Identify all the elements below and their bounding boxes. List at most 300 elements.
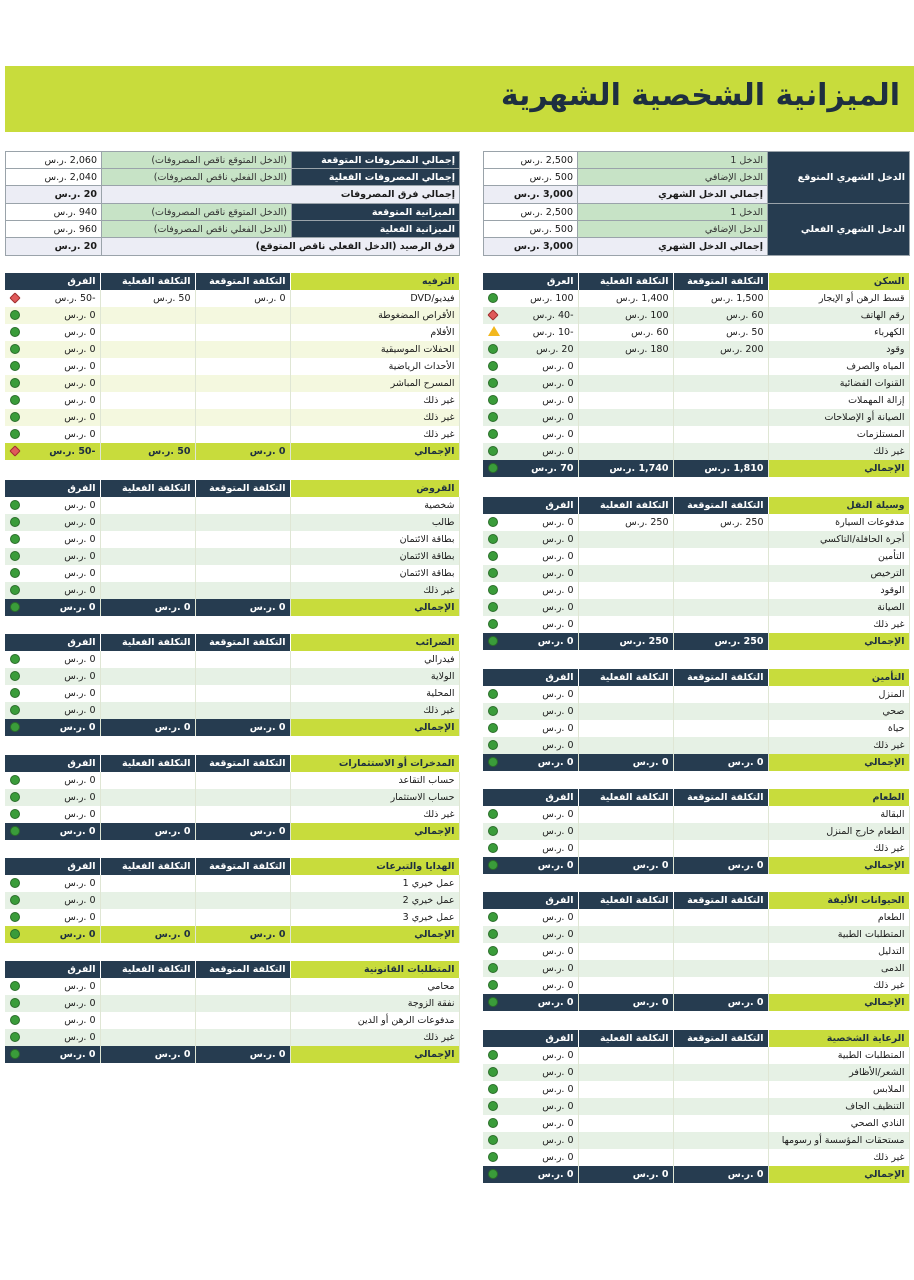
difference-cell xyxy=(483,1064,578,1081)
item-label: الوقود xyxy=(768,582,909,599)
projected-cost[interactable] xyxy=(673,1081,768,1098)
status-ok-icon xyxy=(488,723,498,733)
difference-cell xyxy=(483,531,578,548)
item-label: الأحداث الرياضية xyxy=(290,358,459,375)
actual-cost[interactable] xyxy=(578,426,673,443)
status-ok-icon xyxy=(488,1152,498,1162)
difference-cell xyxy=(5,772,100,789)
projected-cost[interactable] xyxy=(195,772,290,789)
status-ok-icon xyxy=(488,585,498,595)
actual-cost[interactable] xyxy=(578,703,673,720)
actual-cost[interactable] xyxy=(100,565,195,582)
actual-cost[interactable] xyxy=(578,392,673,409)
item-label: الولاية xyxy=(290,668,459,685)
difference-value: 0 .ر.س xyxy=(542,963,574,974)
col-actual-header: التكلفة الفعلية xyxy=(578,892,673,909)
total-row xyxy=(483,633,909,650)
table-row xyxy=(483,720,909,737)
actual-cost[interactable] xyxy=(100,307,195,324)
projected-cost[interactable] xyxy=(673,1149,768,1166)
projected-cost[interactable] xyxy=(673,392,768,409)
projected-cost[interactable] xyxy=(673,426,768,443)
col-projected-header: التكلفة المتوقعة xyxy=(673,1030,768,1047)
actual-cost[interactable]: 180 .ر.س xyxy=(578,341,673,358)
actual-cost[interactable] xyxy=(100,531,195,548)
projected-cost[interactable] xyxy=(195,651,290,668)
actual-cost[interactable] xyxy=(100,892,195,909)
projected-cost[interactable] xyxy=(195,358,290,375)
projected-cost[interactable] xyxy=(673,548,768,565)
balance-head: الميزانية المتوقعة xyxy=(292,204,460,221)
projected-cost[interactable] xyxy=(673,565,768,582)
actual-cost[interactable] xyxy=(100,995,195,1012)
actual-cost[interactable] xyxy=(578,686,673,703)
projected-cost[interactable] xyxy=(673,443,768,460)
col-projected-header: التكلفة المتوقعة xyxy=(195,634,290,651)
actual-cost[interactable]: 50 .ر.س xyxy=(100,290,195,307)
actual-cost[interactable] xyxy=(578,1047,673,1064)
item-label: الكهرباء xyxy=(768,324,909,341)
actual-cost[interactable] xyxy=(100,651,195,668)
actual-cost[interactable] xyxy=(578,531,673,548)
difference-value: 0 .ر.س xyxy=(542,929,574,940)
projected-cost[interactable] xyxy=(195,426,290,443)
status-ok-icon xyxy=(10,705,20,715)
projected-cost[interactable] xyxy=(673,531,768,548)
projected-cost[interactable] xyxy=(195,702,290,719)
projected-cost[interactable] xyxy=(673,409,768,426)
difference-value: 0 .ر.س xyxy=(542,980,574,991)
status-ok-icon xyxy=(10,775,20,785)
projected-cost[interactable] xyxy=(673,1098,768,1115)
status-ok-icon xyxy=(488,1084,498,1094)
table-row xyxy=(5,909,459,926)
item-label: فيدرالي xyxy=(290,651,459,668)
projected-cost[interactable] xyxy=(673,1115,768,1132)
total-difference-value: 0 .ر.س xyxy=(537,997,574,1008)
col-actual-header: التكلفة الفعلية xyxy=(578,273,673,290)
item-label: صحي xyxy=(768,703,909,720)
projected-cost[interactable] xyxy=(195,909,290,926)
projected-cost[interactable] xyxy=(673,840,768,857)
status-ok-icon xyxy=(488,809,498,819)
projected-cost[interactable] xyxy=(673,977,768,994)
actual-cost[interactable] xyxy=(100,1012,195,1029)
actual-cost[interactable] xyxy=(578,737,673,754)
status-ok-icon xyxy=(10,602,20,612)
actual-cost[interactable] xyxy=(100,978,195,995)
table-row xyxy=(483,341,909,358)
projected-cost[interactable] xyxy=(195,375,290,392)
status-ok-icon xyxy=(488,946,498,956)
actual-cost[interactable] xyxy=(578,443,673,460)
total-difference-value: -50 .ر.س xyxy=(49,446,96,457)
projected-cost[interactable]: 250 .ر.س xyxy=(673,514,768,531)
actual-cost[interactable]: 250 .ر.س xyxy=(578,514,673,531)
income-row-value[interactable]: 2,500 .ر.س xyxy=(484,204,578,221)
status-ok-icon xyxy=(488,1101,498,1111)
projected-cost[interactable] xyxy=(195,582,290,599)
table-row xyxy=(5,995,459,1012)
difference-value: 0 .ر.س xyxy=(542,619,574,630)
difference-value: 0 .ر.س xyxy=(542,826,574,837)
col-diff-header: الفرق xyxy=(5,480,100,497)
projected-cost[interactable] xyxy=(195,875,290,892)
col-diff-header: الفرق xyxy=(483,789,578,806)
projected-cost[interactable] xyxy=(195,409,290,426)
table-row xyxy=(5,1029,459,1046)
actual-income-label: الدخل الشهري الفعلي xyxy=(768,204,910,256)
total-label: الإجمالي xyxy=(768,994,909,1011)
difference-cell xyxy=(483,443,578,460)
actual-cost[interactable] xyxy=(100,426,195,443)
actual-cost[interactable] xyxy=(100,875,195,892)
projected-cost[interactable] xyxy=(195,497,290,514)
total-projected: 250 .ر.س xyxy=(673,633,768,650)
difference-cell xyxy=(483,943,578,960)
income-total-value: 3,000 .ر.س xyxy=(484,186,578,204)
difference-cell xyxy=(483,960,578,977)
actual-cost[interactable] xyxy=(100,409,195,426)
status-ok-icon xyxy=(488,757,498,767)
projected-cost[interactable] xyxy=(195,995,290,1012)
difference-value: 0 .ر.س xyxy=(64,912,96,923)
table-row xyxy=(483,1064,909,1081)
difference-cell xyxy=(5,324,100,341)
total-row xyxy=(483,460,909,477)
status-ok-icon xyxy=(10,500,20,510)
total-difference-value: 0 .ر.س xyxy=(537,1169,574,1180)
col-diff-header: الفرق xyxy=(483,892,578,909)
difference-cell xyxy=(5,702,100,719)
income-total-value: 3,000 .ر.س xyxy=(484,238,578,256)
category-table-food xyxy=(483,789,910,874)
actual-cost[interactable] xyxy=(578,409,673,426)
item-label: الطعام خارج المنزل xyxy=(768,823,909,840)
item-label: الطعام xyxy=(768,909,909,926)
income-row-value[interactable]: 500 .ر.س xyxy=(484,221,578,238)
status-ok-icon xyxy=(10,826,20,836)
total-actual: 1,740 .ر.س xyxy=(578,460,673,477)
projected-cost[interactable]: 60 .ر.س xyxy=(673,307,768,324)
projected-cost[interactable] xyxy=(673,1064,768,1081)
difference-value: 0 .ر.س xyxy=(64,878,96,889)
table-row xyxy=(483,703,909,720)
projected-cost[interactable] xyxy=(195,548,290,565)
col-diff-header: الفرق xyxy=(5,755,100,772)
col-projected-header: التكلفة المتوقعة xyxy=(673,497,768,514)
category-table-loans xyxy=(5,480,460,616)
projected-cost[interactable] xyxy=(195,307,290,324)
projected-cost[interactable] xyxy=(195,978,290,995)
difference-value: 0 .ر.س xyxy=(64,671,96,682)
table-row xyxy=(5,1012,459,1029)
status-ok-icon xyxy=(488,1050,498,1060)
table-row xyxy=(483,926,909,943)
projected-cost[interactable] xyxy=(673,686,768,703)
projected-cost[interactable] xyxy=(673,616,768,633)
item-label: محامي xyxy=(290,978,459,995)
projected-cost[interactable] xyxy=(195,668,290,685)
difference-cell xyxy=(483,307,578,324)
actual-cost[interactable] xyxy=(578,977,673,994)
projected-cost[interactable] xyxy=(673,960,768,977)
difference-cell xyxy=(483,616,578,633)
total-difference xyxy=(483,633,578,650)
difference-value: 0 .ر.س xyxy=(542,568,574,579)
status-ok-icon xyxy=(10,517,20,527)
difference-value: 0 .ر.س xyxy=(542,585,574,596)
income-row-value[interactable]: 500 .ر.س xyxy=(484,169,578,186)
difference-cell xyxy=(5,909,100,926)
table-row xyxy=(483,1149,909,1166)
item-label: الدمى xyxy=(768,960,909,977)
status-ok-icon xyxy=(488,1118,498,1128)
difference-value: 0 .ر.س xyxy=(542,602,574,613)
difference-value: 0 .ر.س xyxy=(542,412,574,423)
actual-cost[interactable] xyxy=(100,392,195,409)
actual-cost[interactable] xyxy=(100,772,195,789)
actual-cost[interactable]: 60 .ر.س xyxy=(578,324,673,341)
actual-cost[interactable] xyxy=(578,1115,673,1132)
balance-summary xyxy=(5,151,460,256)
total-row xyxy=(5,823,459,840)
total-difference-value: 0 .ر.س xyxy=(537,860,574,871)
projected-cost[interactable] xyxy=(195,565,290,582)
actual-cost[interactable] xyxy=(578,1098,673,1115)
projected-cost[interactable] xyxy=(673,737,768,754)
projected-cost[interactable] xyxy=(673,1132,768,1149)
status-ok-icon xyxy=(10,792,20,802)
item-label: غير ذلك xyxy=(290,1029,459,1046)
difference-cell xyxy=(483,375,578,392)
item-label: عمل خيري 1 xyxy=(290,875,459,892)
table-row xyxy=(483,686,909,703)
actual-cost[interactable]: 1,400 .ر.س xyxy=(578,290,673,307)
projected-cost[interactable] xyxy=(673,926,768,943)
status-ok-icon xyxy=(488,980,498,990)
actual-cost[interactable] xyxy=(578,582,673,599)
table-row xyxy=(483,582,909,599)
projected-cost[interactable] xyxy=(195,341,290,358)
category-table-entertainment xyxy=(5,273,460,460)
difference-value: 0 .ر.س xyxy=(64,500,96,511)
total-difference xyxy=(5,599,100,616)
table-row xyxy=(483,392,909,409)
difference-cell xyxy=(483,426,578,443)
actual-cost[interactable] xyxy=(578,806,673,823)
actual-cost[interactable] xyxy=(100,909,195,926)
table-row xyxy=(5,978,459,995)
total-difference xyxy=(5,823,100,840)
item-label: رقم الهاتف xyxy=(768,307,909,324)
balance-total-label: إجمالي فرق المصروفات xyxy=(102,186,460,204)
difference-cell xyxy=(5,1029,100,1046)
total-row xyxy=(5,443,459,460)
item-label: غير ذلك xyxy=(768,977,909,994)
actual-cost[interactable] xyxy=(578,616,673,633)
item-label: مستحقات المؤسسة أو رسومها xyxy=(768,1132,909,1149)
total-difference-value: 0 .ر.س xyxy=(537,636,574,647)
projected-cost[interactable] xyxy=(673,599,768,616)
total-row xyxy=(483,1166,909,1183)
actual-cost[interactable] xyxy=(100,702,195,719)
projected-cost[interactable] xyxy=(673,720,768,737)
actual-cost[interactable] xyxy=(100,497,195,514)
income-row-value[interactable]: 2,500 .ر.س xyxy=(484,152,578,169)
actual-cost[interactable] xyxy=(100,548,195,565)
projected-cost[interactable] xyxy=(195,392,290,409)
actual-cost[interactable] xyxy=(100,806,195,823)
projected-cost[interactable] xyxy=(673,1047,768,1064)
col-actual-header: التكلفة الفعلية xyxy=(578,1030,673,1047)
actual-cost[interactable] xyxy=(100,789,195,806)
balance-value: 2,060 .ر.س xyxy=(6,152,102,169)
difference-value: 0 .ر.س xyxy=(542,361,574,372)
projected-cost[interactable] xyxy=(195,789,290,806)
table-row xyxy=(483,737,909,754)
projected-cost[interactable] xyxy=(195,806,290,823)
difference-value: 0 .ر.س xyxy=(64,895,96,906)
item-label: المحلية xyxy=(290,685,459,702)
actual-cost[interactable] xyxy=(100,582,195,599)
status-ok-icon xyxy=(10,688,20,698)
difference-cell xyxy=(483,358,578,375)
item-label: حياة xyxy=(768,720,909,737)
projected-cost[interactable] xyxy=(195,514,290,531)
table-row xyxy=(5,426,459,443)
difference-cell xyxy=(483,823,578,840)
status-ok-icon xyxy=(488,568,498,578)
difference-value: 0 .ر.س xyxy=(542,395,574,406)
actual-cost[interactable] xyxy=(578,943,673,960)
total-label: الإجمالي xyxy=(290,926,459,943)
difference-value: 0 .ر.س xyxy=(64,517,96,528)
table-row xyxy=(483,977,909,994)
actual-cost[interactable] xyxy=(578,565,673,582)
item-label: التنظيف الجاف xyxy=(768,1098,909,1115)
projected-cost[interactable] xyxy=(673,823,768,840)
actual-cost[interactable] xyxy=(100,1029,195,1046)
difference-cell xyxy=(5,290,100,307)
actual-cost[interactable] xyxy=(578,960,673,977)
table-row xyxy=(483,806,909,823)
status-bad-icon xyxy=(9,445,20,456)
total-difference-value: 70 .ر.س xyxy=(531,463,574,474)
difference-cell xyxy=(5,806,100,823)
projected-cost[interactable] xyxy=(195,892,290,909)
projected-cost[interactable] xyxy=(195,1029,290,1046)
projected-cost[interactable] xyxy=(673,909,768,926)
projected-cost[interactable] xyxy=(195,1012,290,1029)
item-label: المسرح المباشر xyxy=(290,375,459,392)
projected-cost[interactable] xyxy=(195,324,290,341)
actual-cost[interactable] xyxy=(100,341,195,358)
total-projected: 0 .ر.س xyxy=(673,994,768,1011)
table-row xyxy=(5,409,459,426)
table-row xyxy=(5,341,459,358)
balance-head: إجمالي المصروفات المتوقعة xyxy=(292,152,460,169)
projected-cost[interactable] xyxy=(673,582,768,599)
table-row xyxy=(483,1047,909,1064)
difference-cell xyxy=(483,806,578,823)
actual-cost[interactable] xyxy=(100,514,195,531)
category-title: الترفيه xyxy=(290,273,459,290)
total-label: الإجمالي xyxy=(290,599,459,616)
actual-cost[interactable] xyxy=(578,823,673,840)
actual-cost[interactable] xyxy=(578,1081,673,1098)
projected-cost[interactable] xyxy=(673,943,768,960)
actual-cost[interactable]: 100 .ر.س xyxy=(578,307,673,324)
category-title: الضرائب xyxy=(290,634,459,651)
total-row xyxy=(5,719,459,736)
difference-value: 0 .ر.س xyxy=(64,344,96,355)
projected-cost[interactable] xyxy=(673,806,768,823)
status-ok-icon xyxy=(488,551,498,561)
actual-cost[interactable] xyxy=(578,926,673,943)
difference-cell xyxy=(5,531,100,548)
projected-cost[interactable]: 0 .ر.س xyxy=(195,290,290,307)
col-projected-header: التكلفة المتوقعة xyxy=(195,755,290,772)
actual-cost[interactable] xyxy=(578,1149,673,1166)
balance-note: (الدخل المتوقع ناقص المصروفات) xyxy=(102,204,292,221)
category-table-transport xyxy=(483,497,910,650)
actual-cost[interactable] xyxy=(100,358,195,375)
actual-cost[interactable] xyxy=(578,909,673,926)
actual-cost[interactable] xyxy=(578,548,673,565)
projected-cost[interactable] xyxy=(673,375,768,392)
actual-cost[interactable] xyxy=(578,1064,673,1081)
actual-cost[interactable] xyxy=(578,720,673,737)
total-actual: 250 .ر.س xyxy=(578,633,673,650)
item-label: الشعر/الأظافر xyxy=(768,1064,909,1081)
actual-cost[interactable] xyxy=(578,358,673,375)
balance-total-label: فرق الرصيد (الدخل الفعلي ناقص المتوقع) xyxy=(102,238,460,256)
projected-cost[interactable]: 50 .ر.س xyxy=(673,324,768,341)
category-table-gifts xyxy=(5,858,460,943)
item-label: المياه والصرف xyxy=(768,358,909,375)
projected-cost[interactable] xyxy=(673,703,768,720)
balance-note: (الدخل الفعلي ناقص المصروفات) xyxy=(102,169,292,186)
actual-cost[interactable] xyxy=(578,375,673,392)
total-projected: 1,810 .ر.س xyxy=(673,460,768,477)
projected-cost[interactable]: 1,500 .ر.س xyxy=(673,290,768,307)
projected-cost[interactable] xyxy=(195,685,290,702)
actual-cost[interactable] xyxy=(578,599,673,616)
actual-cost[interactable] xyxy=(578,1132,673,1149)
difference-value: 0 .ر.س xyxy=(542,809,574,820)
table-row xyxy=(483,960,909,977)
actual-cost[interactable] xyxy=(578,840,673,857)
status-ok-icon xyxy=(10,412,20,422)
category-title: الحيوانات الأليفة xyxy=(768,892,909,909)
item-label: مدفوعات الرهن أو الدين xyxy=(290,1012,459,1029)
table-row xyxy=(5,892,459,909)
item-label: الصيانة أو الإصلاحات xyxy=(768,409,909,426)
table-row xyxy=(483,599,909,616)
projected-cost[interactable] xyxy=(673,358,768,375)
actual-cost[interactable] xyxy=(100,375,195,392)
status-ok-icon xyxy=(488,860,498,870)
table-row xyxy=(483,548,909,565)
projected-cost[interactable]: 200 .ر.س xyxy=(673,341,768,358)
actual-cost[interactable] xyxy=(100,324,195,341)
item-label: المستلزمات xyxy=(768,426,909,443)
total-actual: 0 .ر.س xyxy=(100,926,195,943)
projected-cost[interactable] xyxy=(195,531,290,548)
actual-cost[interactable] xyxy=(100,685,195,702)
actual-cost[interactable] xyxy=(100,668,195,685)
